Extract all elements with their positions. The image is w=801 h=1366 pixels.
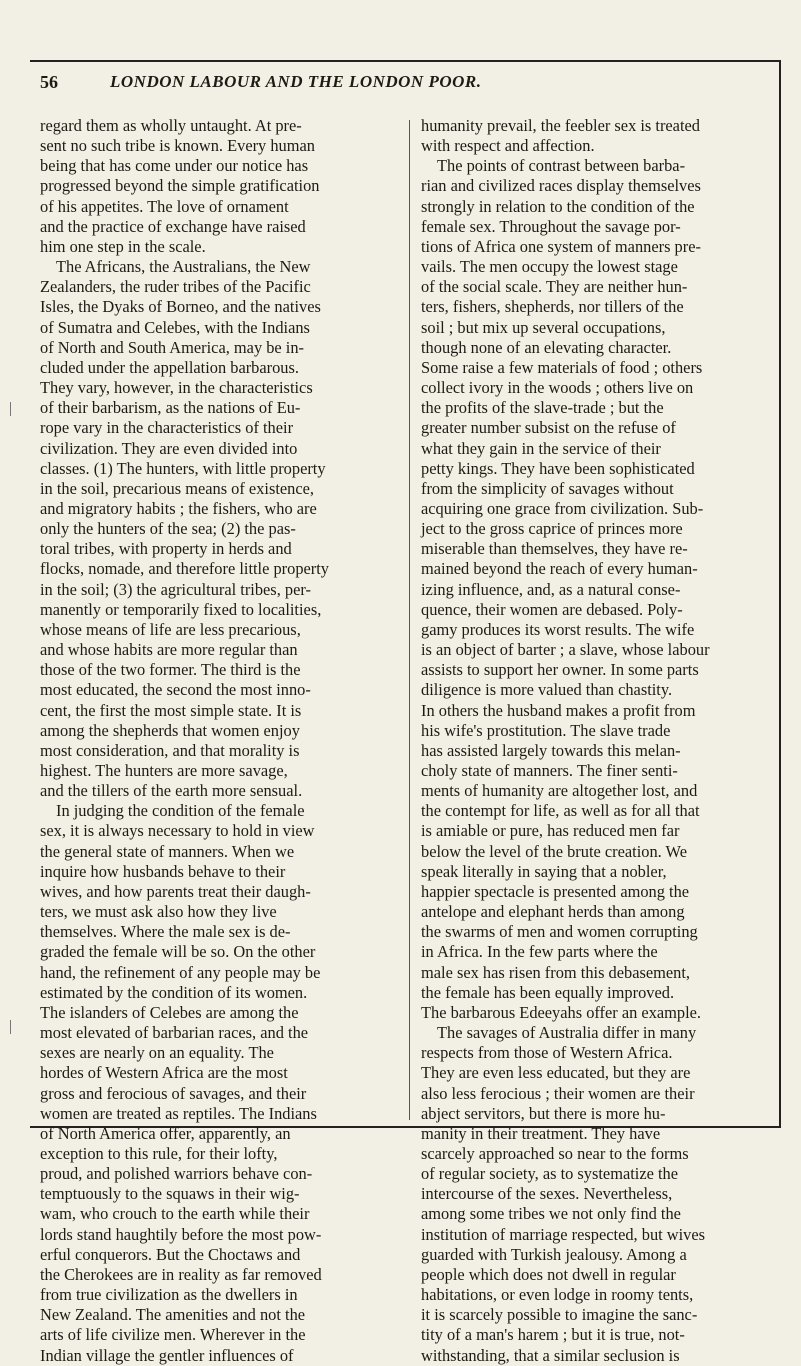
margin-mark (10, 1020, 11, 1034)
text-line: gross and ferocious of savages, and their (40, 1083, 307, 1103)
page-number: 56 (40, 72, 58, 92)
text-line: abject servitors, but there is more hu- (421, 1103, 666, 1123)
text-line: the swarms of men and women corrupting (421, 922, 698, 942)
text-line: what they gain in the service of their (421, 438, 661, 458)
text-line: speak literally in saying that a nobler, (421, 861, 667, 881)
text-line: choly state of manners. The finer senti- (421, 761, 678, 780)
text-line: in the soil, precarious means of existence, (40, 478, 314, 498)
text-line: male sex has risen from this debasement, (421, 962, 691, 982)
text-line: The Africans, the Australians, the New (56, 257, 311, 277)
text-line: Indian village the gentler influences of (40, 1345, 294, 1365)
right-text-column (421, 116, 756, 1366)
text-line: habitations, or even lodge in roomy tents, (421, 1285, 694, 1305)
text-line: soil ; but mix up several occupations, (421, 317, 666, 337)
text-line: of Sumatra and Celebes, with the Indians (40, 317, 310, 337)
text-line: of North and South America, may be in- (40, 337, 305, 357)
text-line: arts of life civilize men. Wherever in the (40, 1325, 306, 1345)
text-line: in the soil; (3) the agricultural tribes, per- (40, 579, 311, 599)
text-line: ject to the gross caprice of princes more (421, 519, 683, 539)
text-line: sexes are nearly on an equality. The (40, 1043, 274, 1063)
text-line: most consideration, and that morality is (40, 740, 300, 760)
text-line: guarded with Turkish jealousy. Among a (421, 1244, 687, 1264)
text-line: diligence is more valued than chastity. (421, 680, 673, 700)
text-line: and migratory habits ; the fishers, who are (40, 498, 317, 518)
text-line: themselves. Where the male sex is de- (40, 922, 291, 942)
text-line: it is scarcely possible to imagine the sanc- (421, 1305, 698, 1325)
text-line: graded the female will be so. On the other (40, 942, 316, 962)
text-line: Some raise a few materials of food ; others (421, 357, 703, 377)
text-line: institution of marriage respected, but wives (421, 1224, 706, 1244)
text-line: collect ivory in the woods ; others live on (421, 378, 694, 398)
text-line: estimated by the condition of its women. (40, 982, 308, 1002)
page-frame-top-rule (30, 60, 781, 62)
text-line: humanity prevail, the feebler sex is treated (421, 116, 700, 135)
text-line: New Zealand. The amenities and not the (40, 1305, 306, 1325)
margin-mark (10, 402, 11, 416)
text-line: inquire how husbands behave to their (40, 861, 286, 881)
text-line: acquiring one grace from civilization. Sub- (421, 498, 704, 518)
text-line: antelope and elephant herds than among (421, 902, 685, 922)
text-line: those of the two former. The third is the (40, 660, 301, 680)
text-line: toral tribes, with property in herds and (40, 539, 292, 559)
text-line: his wife's prostitution. The slave trade (421, 720, 671, 740)
text-line: They vary, however, in the characteristics (40, 378, 313, 398)
text-line: being that has come under our notice has (40, 156, 309, 176)
text-line: from the simplicity of savages without (421, 478, 674, 498)
text-line: regard them as wholly untaught. At pre- (40, 116, 302, 135)
text-line: civilization. They are even divided into (40, 438, 298, 458)
text-line: scarcely approached so near to the forms (421, 1143, 689, 1163)
text-line: izing influence, and, as a natural conse- (421, 579, 681, 599)
text-line: sent no such tribe is known. Every human (40, 136, 315, 156)
text-line: The barbarous Edeeyahs offer an example. (421, 1002, 702, 1022)
text-line: In judging the condition of the female (56, 801, 305, 821)
text-line: ments of humanity are altogether lost, and (421, 781, 698, 801)
text-line: most educated, the second the most inno- (40, 680, 311, 700)
text-line: respects from those of Western Africa. (421, 1043, 673, 1063)
text-line: is an object of barter ; a slave, whose labour (421, 640, 710, 660)
text-line: miserable than themselves, they have re- (421, 539, 688, 559)
text-line: is amiable or pure, has reduced men far (421, 821, 680, 841)
text-line: petty kings. They have been sophisticated (421, 458, 695, 478)
text-line: with respect and affection. (421, 136, 595, 156)
text-line: the general state of manners. When we (40, 841, 295, 861)
text-line: hordes of Western Africa are the most (40, 1063, 288, 1083)
text-line: cluded under the appellation barbarous. (40, 357, 299, 377)
text-line: of regular society, as to systematize the (421, 1164, 678, 1184)
text-line: gamy produces its worst results. The wife (421, 619, 695, 639)
text-line: vails. The men occupy the lowest stage (421, 257, 678, 277)
page-frame-right-rule (779, 60, 781, 1128)
text-line: and the tillers of the earth more sensual. (40, 781, 303, 801)
text-line: The points of contrast between barba- (437, 156, 686, 176)
text-line: tity of a man's harem ; but it is true, not- (421, 1325, 685, 1345)
text-line: erful conquerors. But the Choctaws and (40, 1244, 301, 1264)
text-line: among the shepherds that women enjoy (40, 720, 300, 740)
text-line: manently or temporarily fixed to localities, (40, 599, 322, 619)
running-title: LONDON LABOUR AND THE LONDON POOR. (110, 72, 482, 91)
text-line: female sex. Throughout the savage por- (421, 216, 681, 236)
text-line: rian and civilized races display themselves (421, 176, 701, 196)
text-line: wam, who crouch to the earth while their (40, 1204, 310, 1224)
text-line: sex, it is always necessary to hold in view (40, 821, 315, 841)
text-line: hand, the refinement of any people may be (40, 962, 321, 982)
text-line: of their barbarism, as the nations of Eu- (40, 398, 301, 418)
text-line: and the practice of exchange have raised (40, 216, 306, 236)
text-line: In others the husband makes a profit from (421, 700, 696, 720)
text-line: ters, we must ask also how they live (40, 902, 277, 922)
text-line: wives, and how parents treat their daugh- (40, 881, 311, 901)
text-line: in Africa. In the few parts where the (421, 942, 658, 962)
text-line: manity in their treatment. They have (421, 1123, 661, 1143)
text-line: greater number subsist on the refuse of (421, 418, 676, 438)
text-line: proud, and polished warriors behave con- (40, 1164, 313, 1184)
text-line: also less ferocious ; their women are their (421, 1083, 695, 1103)
text-line: ters, fishers, shepherds, nor tillers of the (421, 297, 684, 317)
text-line: tions of Africa one system of manners pre- (421, 236, 701, 256)
text-line: They are even less educated, but they are (421, 1063, 691, 1083)
text-line: the profits of the slave-trade ; but the (421, 398, 664, 418)
text-line: assists to support her owner. In some parts (421, 660, 699, 680)
text-line: The savages of Australia differ in many (437, 1023, 697, 1043)
text-line: mained beyond the reach of every human- (421, 559, 698, 579)
text-line: and whose habits are more regular than (40, 640, 298, 660)
text-line: temptuously to the squaws in their wig- (40, 1184, 300, 1204)
text-line: people which does not dwell in regular (421, 1264, 676, 1284)
text-line: strongly in relation to the condition of the (421, 196, 695, 216)
text-line: withstanding, that a similar seclusion is (421, 1345, 680, 1365)
text-line: the female has been equally improved. (421, 982, 675, 1002)
text-line: the contempt for life, as well as for all that (421, 801, 700, 821)
text-line: most elevated of barbarian races, and the (40, 1023, 309, 1043)
text-line: Zealanders, the ruder tribes of the Pacific (40, 277, 311, 297)
text-line: flocks, nomade, and therefore little property (40, 559, 330, 579)
text-line: below the level of the brute creation. We (421, 841, 687, 861)
text-line: has assisted largely towards this melan- (421, 740, 681, 760)
text-line: lords stand haughtily before the most pow- (40, 1224, 322, 1244)
text-line: from true civilization as the dwellers in (40, 1285, 298, 1305)
text-line: though none of an elevating character. (421, 337, 672, 357)
column-divider (409, 120, 410, 1120)
text-line: of North America offer, apparently, an (40, 1123, 291, 1143)
text-line: him one step in the scale. (40, 236, 206, 256)
text-line: among some tribes we not only find the (421, 1204, 681, 1224)
text-line: rope vary in the characteristics of their (40, 418, 294, 438)
text-line: the Cherokees are in reality as far removed (40, 1264, 322, 1284)
text-line: intercourse of the sexes. Nevertheless, (421, 1184, 673, 1204)
text-line: of the social scale. They are neither hun- (421, 277, 688, 297)
text-line: exception to this rule, for their lofty, (40, 1143, 278, 1163)
text-line: The islanders of Celebes are among the (40, 1002, 299, 1022)
text-line: Isles, the Dyaks of Borneo, and the natives (40, 297, 321, 317)
text-line: of his appetites. The love of ornament (40, 196, 289, 216)
text-line: happier spectacle is presented among the (421, 881, 690, 901)
text-line: classes. (1) The hunters, with little property (40, 458, 326, 478)
text-line: women are treated as reptiles. The Indians (40, 1103, 317, 1123)
text-line: progressed beyond the simple gratification (40, 176, 320, 196)
left-text-column (40, 116, 375, 1366)
text-line: highest. The hunters are more savage, (40, 761, 288, 780)
text-line: whose means of life are less precarious, (40, 619, 301, 639)
text-line: cent, the first the most simple state. It is (40, 700, 302, 720)
text-line: only the hunters of the sea; (2) the pas- (40, 519, 296, 539)
text-line: quence, their women are debased. Poly- (421, 599, 683, 619)
